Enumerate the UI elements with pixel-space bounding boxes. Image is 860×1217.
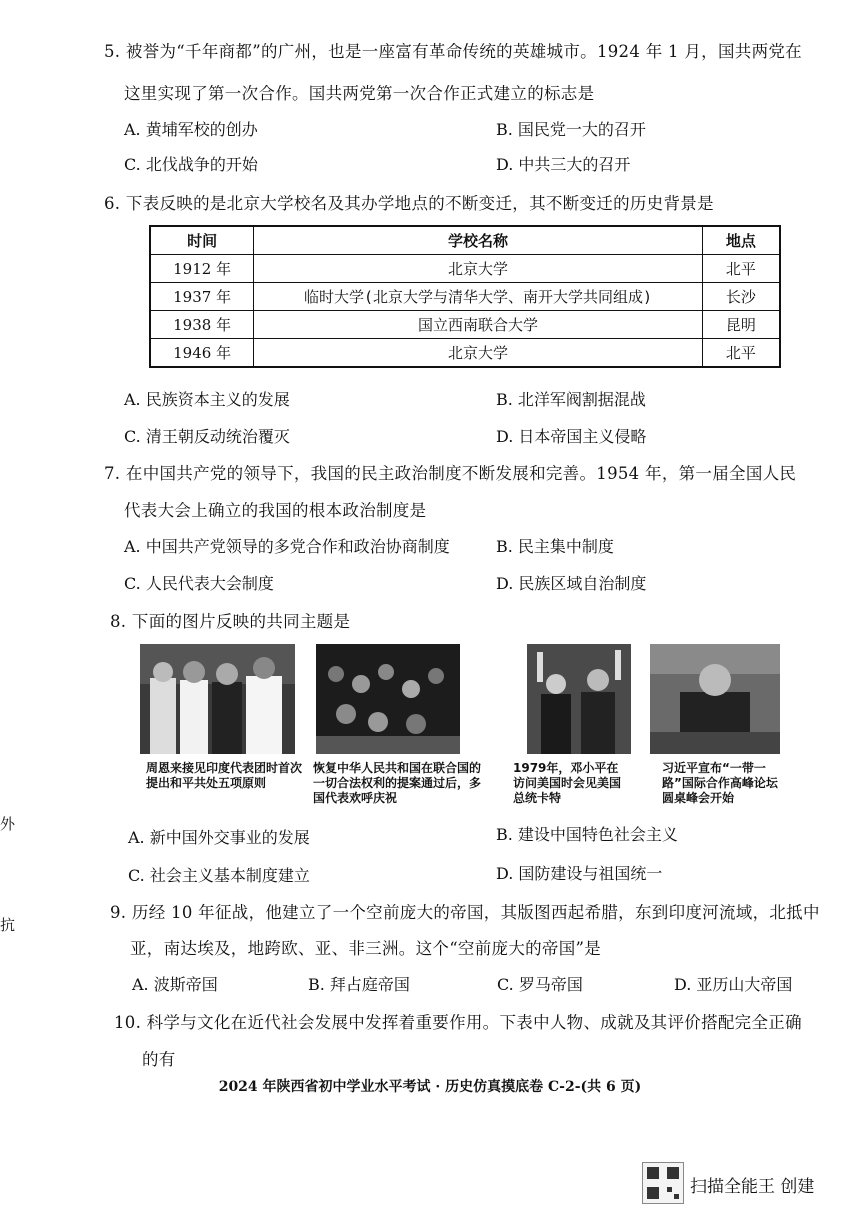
q7-stem-line1: 7. 在中国共产党的领导下，我国的民主政治制度不断发展和完善。1954 年，第一届全国人民 (104, 464, 797, 483)
q9-option-c: C. 罗马帝国 (497, 975, 583, 994)
q8-stem-line1: 8. 下面的图片反映的共同主题是 (110, 612, 351, 631)
table-row (150, 283, 780, 311)
header-time: 时间 (150, 226, 254, 255)
q6-stem-line1: 6. 下表反映的是北京大学校名及其办学地点的不断变迁，其不断变迁的历史背景是 (104, 194, 714, 213)
photo-belt-and-road-forum (650, 644, 780, 754)
q5-stem-line2: 这里实现了第一次合作。国共两党第一次合作正式建立的标志是 (124, 84, 595, 103)
row-time: 1946 年 (150, 339, 254, 368)
q5-option-c: C. 北伐战争的开始 (124, 155, 258, 174)
row-time: 1937 年 (150, 283, 254, 311)
page-footer: 2024 年陕西省初中学业水平考试 · 历史仿真摸底卷 C-2-(共 6 页) (218, 1079, 642, 1095)
margin-char: 抗 (0, 916, 16, 934)
q8-option-b: B. 建设中国特色社会主义 (496, 825, 678, 844)
row-time: 1938 年 (150, 311, 254, 339)
header-school-name: 学校名称 (254, 226, 702, 255)
header-location: 地点 (702, 226, 780, 255)
row-school-name: 北京大学 (254, 339, 702, 368)
q5-stem-line1: 5. 被誉为“千年商都”的广州，也是一座富有革命传统的英雄城市。1924 年 1 月，国共两党在 (104, 42, 802, 61)
photo-deng-xiaoping-carter (527, 644, 631, 754)
row-school-name: 国立西南联合大学 (254, 311, 702, 339)
photo-un-seat-restored (316, 644, 460, 754)
q8-option-d: D. 国防建设与祖国统一 (496, 864, 663, 883)
q9-option-a: A. 波斯帝国 (132, 975, 218, 994)
q7-option-b: B. 民主集中制度 (496, 537, 614, 556)
table-row (150, 339, 780, 368)
q6-option-d: D. 日本帝国主义侵略 (496, 427, 647, 446)
table-row (150, 255, 780, 283)
q10-stem-line2: 的有 (142, 1050, 176, 1069)
table-header-row (150, 226, 780, 255)
margin-char: 外 (0, 815, 16, 833)
peking-university-table (149, 225, 781, 368)
photo-caption: 习近平宣布“一带一路”国际合作高峰论坛圆桌峰会开始 (662, 761, 778, 805)
q7-option-d: D. 民族区域自治制度 (496, 574, 647, 593)
q8-option-c: C. 社会主义基本制度建立 (128, 866, 310, 885)
q10-stem-line1: 10. 科学与文化在近代社会发展中发挥着重要作用。下表中人物、成就及其评价搭配完全正确 (114, 1013, 802, 1032)
row-location: 长沙 (702, 283, 780, 311)
q9-option-b: B. 拜占庭帝国 (308, 975, 410, 994)
photo-zhou-enlai-india-delegation (140, 644, 295, 754)
q6-option-b: B. 北洋军阀割据混战 (496, 390, 646, 409)
q5-option-b: B. 国民党一大的召开 (496, 120, 646, 139)
q7-option-c: C. 人民代表大会制度 (124, 574, 274, 593)
q7-option-a: A. 中国共产党领导的多党合作和政治协商制度 (124, 537, 450, 556)
q5-option-a: A. 黄埔军校的创办 (124, 120, 258, 139)
q6-option-a: A. 民族资本主义的发展 (124, 390, 290, 409)
q9-stem-line1: 9. 历经 10 年征战，他建立了一个空前庞大的帝国，其版图西起希腊，东到印度河流域，北抵中 (110, 903, 820, 922)
row-location: 北平 (702, 255, 780, 283)
photo-caption: 周恩来接见印度代表团时首次提出和平共处五项原则 (146, 761, 303, 790)
q5-option-d: D. 中共三大的召开 (496, 155, 631, 174)
scanner-watermark: 扫描全能王 创建 (690, 1177, 815, 1197)
q8-option-a: A. 新中国外交事业的发展 (128, 828, 310, 847)
table-row (150, 311, 780, 339)
photo-caption: 1979年，邓小平在访问美国时会见美国总统卡特 (513, 761, 622, 805)
row-time: 1912 年 (150, 255, 254, 283)
row-school-name: 临时大学(北京大学与清华大学、南开大学共同组成) (254, 283, 702, 311)
q9-option-d: D. 亚历山大帝国 (674, 975, 793, 994)
row-location: 昆明 (702, 311, 780, 339)
photo-caption: 恢复中华人民共和国在联合国的一切合法权利的提案通过后，多国代表欢呼庆祝 (313, 761, 482, 805)
qr-code-icon (642, 1162, 684, 1204)
q6-option-c: C. 清王朝反动统治覆灭 (124, 427, 290, 446)
row-location: 北平 (702, 339, 780, 368)
row-school-name: 北京大学 (254, 255, 702, 283)
q9-stem-line2: 亚，南达埃及，地跨欧、亚、非三洲。这个“空前庞大的帝国”是 (130, 939, 602, 958)
q7-stem-line2: 代表大会上确立的我国的根本政治制度是 (124, 501, 427, 520)
